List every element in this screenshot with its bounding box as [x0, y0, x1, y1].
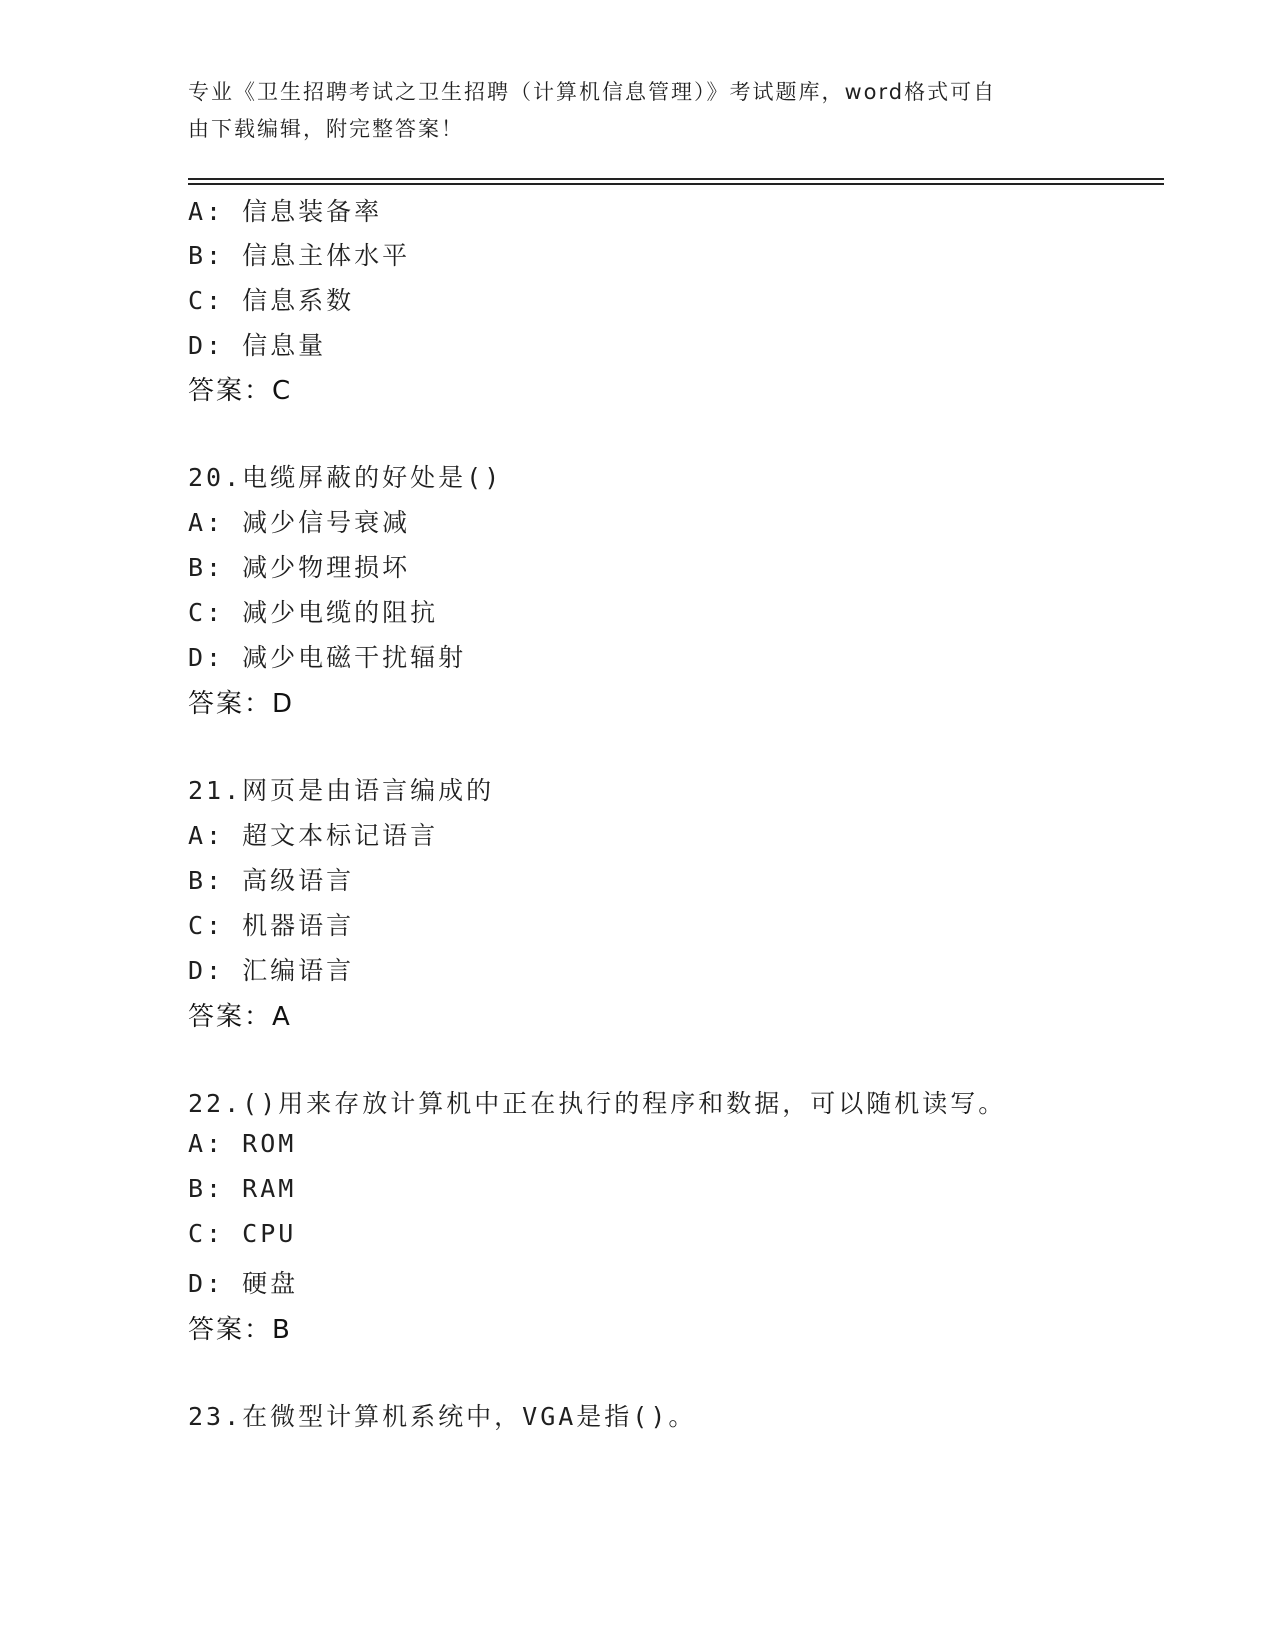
header-line-2: 由下载编辑，附完整答案！	[188, 117, 464, 141]
document-header	[188, 74, 1088, 148]
q19-option-d: D: 信息量	[188, 331, 327, 360]
q20-option-b: B: 减少物理损坏	[188, 553, 411, 582]
q20-question: 20.电缆屏蔽的好处是()	[188, 463, 503, 492]
q22-option-b: B: RAM	[188, 1174, 297, 1203]
q20-option-c: C: 减少电缆的阻抗	[188, 598, 439, 627]
header-divider-bottom	[188, 183, 1164, 185]
q21-option-c: C: 机器语言	[188, 911, 355, 940]
q21-option-a: A: 超文本标记语言	[188, 821, 439, 850]
q22-option-a: A: ROM	[188, 1129, 297, 1158]
q20-option-d: D: 减少电磁干扰辐射	[188, 643, 467, 672]
q23-question: 23.在微型计算机系统中，VGA是指()。	[188, 1402, 697, 1431]
header-line-1: 专业《卫生招聘考试之卫生招聘（计算机信息管理）》考试题库，word格式可自	[188, 80, 997, 104]
q20-answer: 答案：D	[188, 689, 295, 719]
q19-option-c: C: 信息系数	[188, 286, 355, 315]
q19-answer: 答案：C	[188, 376, 293, 406]
q20-option-a: A: 减少信号衰减	[188, 508, 411, 537]
q21-option-d: D: 汇编语言	[188, 956, 355, 985]
q22-question: 22.()用来存放计算机中正在执行的程序和数据，可以随机读写。	[188, 1089, 1007, 1118]
q21-question: 21.网页是由语言编成的	[188, 776, 495, 805]
header-divider-top	[188, 178, 1164, 180]
q22-option-d: D: 硬盘	[188, 1269, 299, 1298]
q19-option-a: A: 信息装备率	[188, 197, 383, 226]
q21-answer: 答案：A	[188, 1002, 292, 1032]
q19-option-b: B: 信息主体水平	[188, 241, 411, 270]
q22-option-c: C: CPU	[188, 1219, 297, 1248]
q22-answer: 答案：B	[188, 1315, 292, 1345]
q21-option-b: B: 高级语言	[188, 866, 355, 895]
